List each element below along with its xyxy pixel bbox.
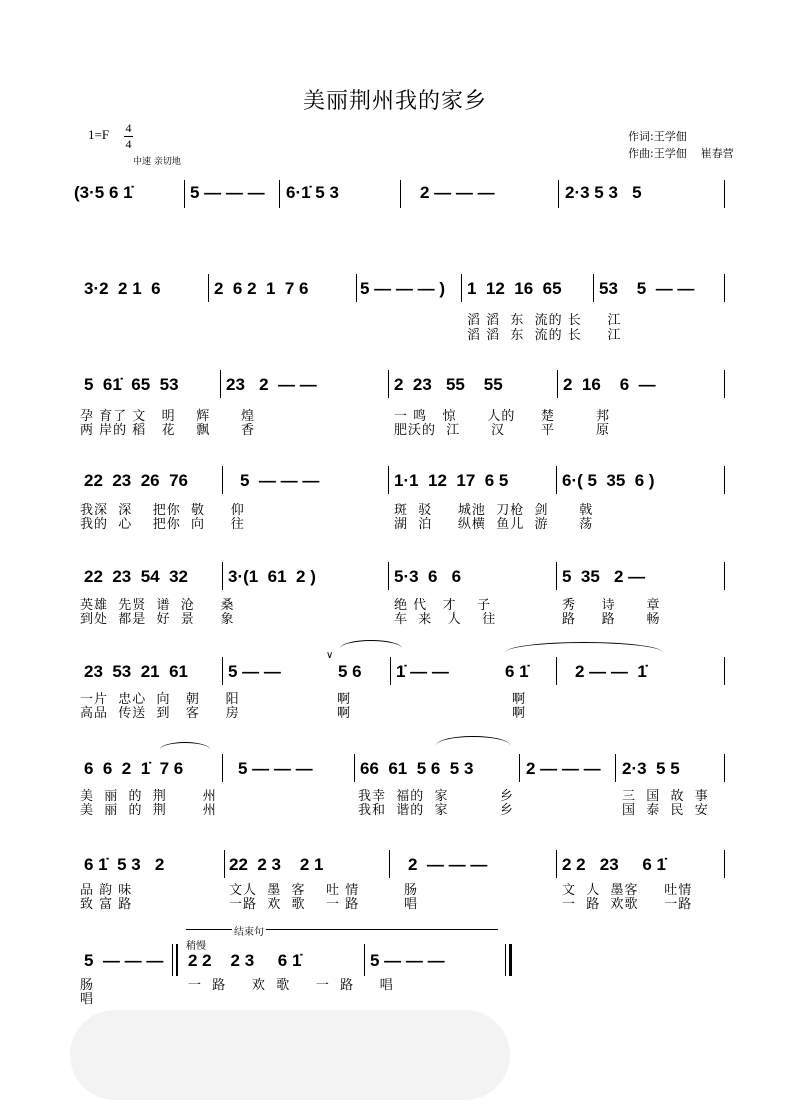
lyrics-row4-b-v1: 斑 驳 城池 刀枪 剑 戟 [394,503,594,518]
notes-row8-m1: 6 1̇ 5 3 2 [84,855,165,874]
barline [224,850,225,878]
lyrics-row8-b-v2: 一路 欢 歌 一 路 [229,897,360,912]
key-signature: 1=F [88,127,110,142]
breath-mark: ∨ [326,650,334,661]
barline [222,754,223,782]
notes-row2-m4: 1 12 16 65 [467,279,562,298]
barline [184,180,185,208]
lyrics-row7-b-v2: 我和 谐的 家 乡 [358,803,514,818]
time-sig-top: 4 [125,121,132,135]
notes-row3-m4: 2 16 6 — [563,375,656,394]
lyrics-row9-a-v2: 唱 [80,992,95,1007]
lyrics-row6-b-v2: 啊 [337,706,352,721]
barline [593,274,594,302]
lyrics-row8-a-v1: 品 韵 味 [80,883,133,898]
barline [390,657,391,685]
lyrics-row7-c-v1: 三 国 故 事 [622,789,709,804]
barline [724,466,725,494]
barline [556,466,557,494]
repeat-barline [176,944,178,976]
lyrics-row3-a-v2: 两 岸的 稻 花 飘 香 [80,423,255,438]
notes-row1-m1: (3·5 6 1̇ [74,183,133,202]
barline [558,180,559,208]
notes-row1-m5: 2·3 5 3 5 [565,183,642,202]
lyrics-row9-a-v1: 肠 [80,978,95,993]
barline [388,562,389,590]
barline [208,274,209,302]
lyrics-row9-b-v1: 一 路 欢 歌 一 路 唱 [188,978,394,993]
slur [505,642,663,663]
notes-row3-m2: 23 2 — — [226,375,317,394]
lyrics-row3-b-v1: 一 鸣 惊 人的 楚 邦 [394,409,611,424]
lyrics-row6-c-v2: 啊 [512,706,527,721]
barline [519,754,520,782]
composer-credit: 作曲:王学佃 崔春营 [628,147,734,160]
barline [557,370,558,398]
tempo-marking: 中速 亲切地 [133,157,181,167]
notes-row6-m5: 6 1̇ [505,662,529,681]
barline [354,754,355,782]
barline [222,562,223,590]
notes-row1-m3: 6·1̇ 5 3 [286,183,339,202]
lyrics-row7-b-v1: 我幸 福的 家 乡 [358,789,514,804]
barline [400,180,401,208]
barline [724,754,725,782]
song-title: 美丽荆州我的家乡 [302,89,487,114]
lyrics-row7-a-v2: 美 丽 的 荆 州 [80,803,217,818]
lyrics-row5-c-v2: 路 路 畅 [562,612,661,627]
final-barline [505,944,506,976]
lyrics-row5-a-v1: 英雄 先贤 谱 沧 桑 [80,598,235,613]
barline [724,370,725,398]
lyrics-row5-c-v1: 秀 诗 章 [562,598,661,613]
notes-row7-m1: 6 6 2 1̇ 7 6 [84,759,184,778]
barline [724,657,725,685]
time-signature [124,121,133,152]
notes-row5-m1: 22 23 54 32 [84,567,188,586]
notes-row9-m1: 5 — — — [84,951,164,970]
notes-row4-m3: 1·1 12 17 6 5 [394,471,509,490]
notes-row5-m2: 3·(1 61 2 ) [228,567,316,586]
notes-row7-m3: 66 61 5 6 5 3 [360,759,474,778]
barline [556,562,557,590]
lyrics-row5-a-v2: 到处 都是 好 景 象 [80,612,235,627]
lyrics-row4-b-v2: 湖 泊 纵横 鱼儿 游 荡 [394,517,594,532]
lyrics-row2-v1: 滔 滔 东 流的 长 江 [467,313,622,328]
notes-row2-m5: 53 5 — — [599,279,695,298]
lyrics-row8-b-v1: 文人 墨 客 吐 情 [229,883,360,898]
notes-row6-m6: 2 — — 1̇ [575,662,647,681]
barline [220,370,221,398]
barline [364,944,365,976]
lyrics-row7-c-v2: 国 泰 民 安 [622,803,709,818]
notes-row7-m5: 2·3 5 5 [622,759,680,778]
barline [279,180,280,208]
lyrics-row8-c-v2: 唱 [404,897,419,912]
slur [436,736,510,755]
scan-smudge [70,1010,510,1100]
notes-row7-m4: 2 — — — [526,759,601,778]
slur [340,640,402,657]
lyrics-row8-c-v1: 肠 [404,883,419,898]
notes-row6-m2: 5 — — [228,662,281,681]
notes-row3-m3: 2 23 55 55 [394,375,503,394]
rit-label: 稍慢 [186,941,206,952]
barline [388,466,389,494]
barline [222,657,223,685]
notes-row1-m2: 5 — — — [190,183,265,202]
slur [160,742,210,757]
lyrics-row4-a-v2: 我的 心 把你 向 往 [80,517,245,532]
barline [724,850,725,878]
barline [356,274,357,302]
notes-row8-m4: 2 2 23 6 1̇ [562,855,666,874]
lyrics-row6-a-v2: 高品 传送 到 客 房 [80,706,240,721]
time-sig-bottom: 4 [125,137,132,151]
lyrics-row8-d-v1: 文 人 墨客 吐情 [562,883,693,898]
barline [724,562,725,590]
ending-label: 结束句 [232,923,266,938]
lyrics-row8-a-v2: 致 富 路 [80,897,133,912]
notes-row5-m4: 5 35 2 — [562,567,646,586]
lyrics-row2-v2: 滔 滔 东 流的 长 江 [467,328,622,343]
barline [724,274,725,302]
barline [615,754,616,782]
notes-row8-m3: 2 — — — [408,855,488,874]
notes-row3-m1: 5 61̇ 65 53 [84,375,179,394]
notes-row8-m2: 22 2 3 2 1 [229,855,324,874]
notes-row4-m1: 22 23 26 76 [84,471,188,490]
lyrics-row8-d-v2: 一 路 欢歌 一路 [562,897,693,912]
notes-row6-m1: 23 53 21 61 [84,662,188,681]
barline [461,274,462,302]
lyricist-credit: 作词:王学佃 [628,130,687,143]
notes-row4-m2: 5 — — — [240,471,320,490]
barline [389,850,390,878]
notes-row9-m3: 5 — — — [370,951,445,970]
notes-row5-m3: 5·3 6 6 [394,567,462,586]
lyrics-row3-a-v1: 孕 育了 文 明 辉 煌 [80,409,255,424]
final-barline [509,944,512,976]
lyrics-row7-a-v1: 美 丽 的 荆 州 [80,789,217,804]
notes-row1-m4: 2 — — — [420,183,495,202]
lyrics-row5-b-v2: 车 来 人 往 [394,612,497,627]
barline [388,370,389,398]
lyrics-row6-c-v1: 啊 [512,692,527,707]
lyrics-row6-a-v1: 一片 忠心 向 朝 阳 [80,692,240,707]
barline [724,180,725,208]
notes-row2-m2: 2 6 2 1 7 6 [214,279,309,298]
lyrics-row4-a-v1: 我深 深 把你 敬 仰 [80,503,245,518]
notes-row6-m4: 1̇ — — [396,662,449,681]
notes-row2-m3: 5 — — — ) [360,279,446,298]
notes-row4-m4: 6·( 5 35 6 ) [562,471,655,490]
notes-row7-m2: 5 — — — [238,759,313,778]
lyrics-row6-b-v1: 啊 [337,692,352,707]
barline [556,657,557,685]
lyrics-row3-b-v2: 肥沃的 江 汉 平 原 [394,423,611,438]
notes-row6-m3: 5 6 [338,662,362,681]
barline [556,850,557,878]
lyrics-row5-b-v1: 绝 代 才 子 [394,598,492,613]
notes-row2-m1: 3·2 2 1 6 [84,279,161,298]
barline [222,466,223,494]
repeat-barline [172,944,173,976]
notes-row9-m2: 2 2 2 3 6 1̇ [188,951,302,970]
